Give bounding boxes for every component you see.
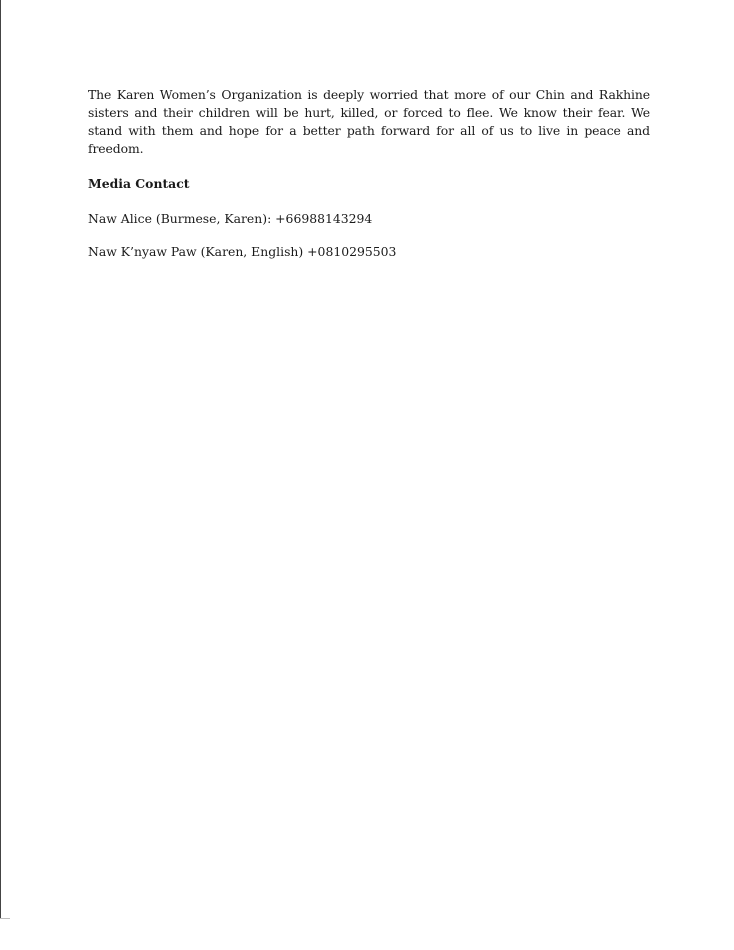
contact-line: Naw Alice (Burmese, Karen): +66988143294 — [88, 211, 373, 226]
page-left-edge — [0, 0, 1, 918]
page-bottom-edge — [0, 918, 10, 919]
document-body — [88, 86, 650, 261]
body-paragraph: The Karen Women’s Organization is deeply worried that more of our Chin and Rakhine sisters and their children will be hurt, killed, or forced to flee. We know their fear. We stand with them and hope for a better path forward for all of us to live in peace and freedom. — [88, 87, 650, 156]
media-contact-heading: Media Contact — [88, 176, 190, 191]
contact-line: Naw K’nyaw Paw (Karen, English) +0810295503 — [88, 244, 397, 259]
